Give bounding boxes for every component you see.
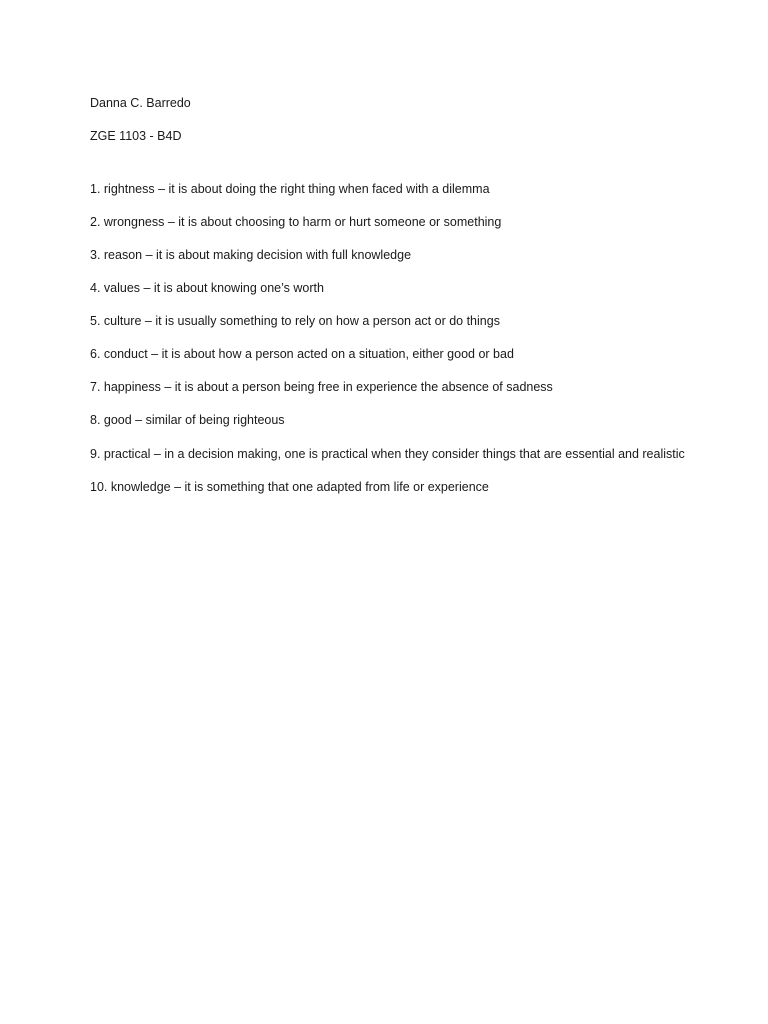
list-item: 2. wrongness – it is about choosing to harm or hurt someone or something [90,215,502,229]
document-page [90,94,690,511]
list-item: 5. culture – it is usually something to rely on how a person act or do things [90,314,500,328]
list-item: 8. good – similar of being righteous [90,413,285,427]
list-item: 6. conduct – it is about how a person acted on a situation, either good or bad [90,347,514,361]
list-item: 1. rightness – it is about doing the right thing when faced with a dilemma [90,182,490,196]
author-name: Danna C. Barredo [90,96,191,110]
list-item: 4. values – it is about knowing one’s worth [90,281,324,295]
list-item: 10. knowledge – it is something that one adapted from life or experience [90,480,489,494]
course-code: ZGE 1103 - B4D [90,129,182,143]
list-item: 7. happiness – it is about a person being free in experience the absence of sadness [90,380,553,394]
list-item: 9. practical – in a decision making, one is practical when they consider things that are essential and realistic [90,447,685,461]
list-item: 3. reason – it is about making decision with full knowledge [90,248,412,262]
